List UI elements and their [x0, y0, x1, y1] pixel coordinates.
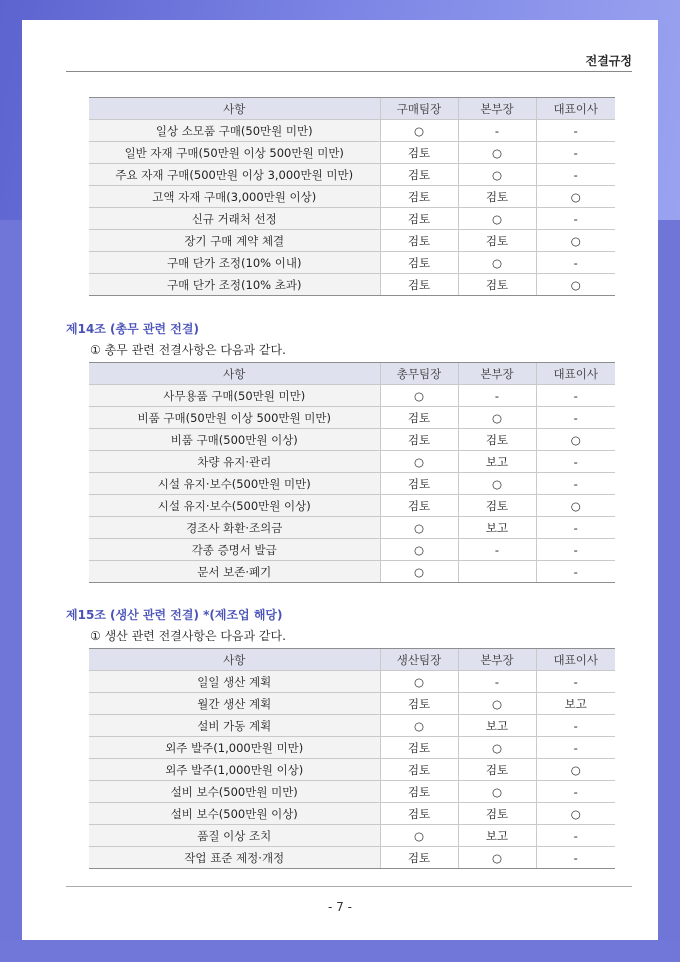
item-cell: 설비 보수(500만원 미만): [89, 781, 380, 803]
approval-cell: 검토: [380, 274, 458, 296]
column-header: 대표이사: [536, 98, 615, 120]
approval-cell: -: [536, 473, 615, 495]
item-cell: 설비 보수(500만원 이상): [89, 803, 380, 825]
approval-cell: ○: [536, 186, 615, 208]
item-cell: 주요 자재 구매(500만원 이상 3,000만원 미만): [89, 164, 380, 186]
column-header: 구매팀장: [380, 98, 458, 120]
item-cell: 일일 생산 계획: [89, 671, 380, 693]
table-row: [89, 715, 615, 737]
approval-cell: -: [458, 671, 536, 693]
table-row: [89, 274, 615, 296]
approval-cell: -: [536, 517, 615, 539]
table-row: [89, 803, 615, 825]
item-cell: 외주 발주(1,000만원 미만): [89, 737, 380, 759]
table-row: [89, 517, 615, 539]
approval-cell: ○: [458, 407, 536, 429]
approval-cell: 검토: [380, 252, 458, 274]
approval-cell: 검토: [380, 208, 458, 230]
approval-cell: 검토: [458, 759, 536, 781]
approval-cell: ○: [458, 142, 536, 164]
approval-cell: ○: [536, 274, 615, 296]
approval-cell: ○: [536, 759, 615, 781]
approval-cell: ○: [536, 495, 615, 517]
column-header: 대표이사: [536, 649, 615, 671]
approval-cell: ○: [380, 120, 458, 142]
item-cell: 경조사 화환·조의금: [89, 517, 380, 539]
table-header-row: [89, 98, 615, 120]
approval-cell: 검토: [380, 142, 458, 164]
approval-cell: ○: [380, 539, 458, 561]
approval-cell: 검토: [380, 847, 458, 869]
approval-cell: -: [536, 385, 615, 407]
column-header: 생산팀장: [380, 649, 458, 671]
approval-cell: ○: [380, 825, 458, 847]
article-14-title: 제14조 (총무 관련 전결): [66, 322, 199, 336]
table-row: [89, 186, 615, 208]
table-row: [89, 561, 615, 583]
purchase-approval-table: [89, 97, 615, 296]
approval-cell: ○: [380, 715, 458, 737]
approval-cell: 검토: [458, 186, 536, 208]
approval-cell: -: [458, 120, 536, 142]
document-page: [22, 20, 658, 940]
article-15-title: 제15조 (생산 관련 전결) *(제조업 해당): [66, 608, 283, 622]
approval-cell: -: [536, 781, 615, 803]
item-cell: 신규 거래처 선정: [89, 208, 380, 230]
item-cell: 고액 자재 구매(3,000만원 이상): [89, 186, 380, 208]
approval-cell: 검토: [458, 495, 536, 517]
approval-cell: 검토: [380, 230, 458, 252]
approval-cell: ○: [380, 671, 458, 693]
table-row: [89, 451, 615, 473]
table-row: [89, 693, 615, 715]
approval-cell: -: [536, 715, 615, 737]
table-row: [89, 230, 615, 252]
approval-cell: 검토: [380, 186, 458, 208]
approval-cell: -: [458, 385, 536, 407]
item-cell: 외주 발주(1,000만원 이상): [89, 759, 380, 781]
item-cell: 품질 이상 조치: [89, 825, 380, 847]
approval-cell: ○: [380, 385, 458, 407]
approval-cell: ○: [536, 803, 615, 825]
article-15-clause: ① 생산 관련 전결사항은 다음과 같다.: [90, 629, 286, 643]
production-approval-table: [89, 648, 615, 869]
table-row: [89, 385, 615, 407]
column-header: 본부장: [458, 98, 536, 120]
table-row: [89, 737, 615, 759]
table-row: [89, 539, 615, 561]
approval-cell: 보고: [458, 517, 536, 539]
general-affairs-approval-table: [89, 362, 615, 583]
table-row: [89, 495, 615, 517]
approval-cell: 검토: [458, 803, 536, 825]
table-row: [89, 847, 615, 869]
approval-cell: -: [458, 539, 536, 561]
approval-cell: ○: [380, 451, 458, 473]
approval-cell: 보고: [458, 825, 536, 847]
footer-divider: [66, 886, 632, 887]
approval-cell: 보고: [536, 693, 615, 715]
table-row: [89, 120, 615, 142]
approval-cell: 검토: [380, 407, 458, 429]
approval-cell: -: [536, 451, 615, 473]
column-header: 사항: [89, 363, 380, 385]
approval-cell: -: [536, 252, 615, 274]
background-bottom-stripe: [0, 940, 680, 962]
approval-cell: ○: [458, 473, 536, 495]
approval-cell: 검토: [380, 693, 458, 715]
column-header: 본부장: [458, 363, 536, 385]
approval-cell: -: [536, 737, 615, 759]
approval-cell: -: [536, 407, 615, 429]
item-cell: 사무용품 구매(50만원 미만): [89, 385, 380, 407]
item-cell: 일상 소모품 구매(50만원 미만): [89, 120, 380, 142]
approval-cell: ○: [380, 561, 458, 583]
approval-cell: 보고: [458, 715, 536, 737]
approval-cell: ○: [380, 517, 458, 539]
table-row: [89, 671, 615, 693]
approval-cell: -: [536, 142, 615, 164]
approval-cell: ○: [458, 847, 536, 869]
approval-cell: 검토: [380, 737, 458, 759]
column-header: 사항: [89, 98, 380, 120]
item-cell: 비품 구매(50만원 이상 500만원 미만): [89, 407, 380, 429]
item-cell: 장기 구매 계약 체결: [89, 230, 380, 252]
approval-cell: ○: [458, 164, 536, 186]
table-row: [89, 142, 615, 164]
table-row: [89, 252, 615, 274]
table-header-row: [89, 649, 615, 671]
approval-cell: 검토: [380, 164, 458, 186]
table-row: [89, 164, 615, 186]
item-cell: 문서 보존·폐기: [89, 561, 380, 583]
approval-cell: [458, 561, 536, 583]
approval-cell: 검토: [380, 473, 458, 495]
approval-cell: 검토: [458, 274, 536, 296]
item-cell: 월간 생산 계획: [89, 693, 380, 715]
approval-cell: ○: [458, 781, 536, 803]
item-cell: 시설 유지·보수(500만원 미만): [89, 473, 380, 495]
table-row: [89, 429, 615, 451]
item-cell: 작업 표준 제정·개정: [89, 847, 380, 869]
column-header: 사항: [89, 649, 380, 671]
item-cell: 설비 가동 계획: [89, 715, 380, 737]
approval-cell: -: [536, 847, 615, 869]
table-row: [89, 473, 615, 495]
table-row: [89, 759, 615, 781]
page-header-title: 전결규정: [585, 54, 632, 68]
approval-cell: -: [536, 671, 615, 693]
approval-cell: 검토: [458, 429, 536, 451]
table-row: [89, 407, 615, 429]
approval-cell: ○: [536, 230, 615, 252]
approval-cell: 검토: [458, 230, 536, 252]
approval-cell: 보고: [458, 451, 536, 473]
approval-cell: -: [536, 164, 615, 186]
approval-cell: -: [536, 539, 615, 561]
article-14-clause: ① 총무 관련 전결사항은 다음과 같다.: [90, 343, 286, 357]
header-divider: [66, 71, 632, 72]
table-row: [89, 781, 615, 803]
approval-cell: ○: [458, 693, 536, 715]
item-cell: 각종 증명서 발급: [89, 539, 380, 561]
item-cell: 시설 유지·보수(500만원 이상): [89, 495, 380, 517]
column-header: 본부장: [458, 649, 536, 671]
item-cell: 구매 단가 조정(10% 초과): [89, 274, 380, 296]
item-cell: 일반 자재 구매(50만원 이상 500만원 미만): [89, 142, 380, 164]
column-header: 대표이사: [536, 363, 615, 385]
item-cell: 비품 구매(500만원 이상): [89, 429, 380, 451]
approval-cell: -: [536, 208, 615, 230]
approval-cell: ○: [458, 737, 536, 759]
page-number: - 7 -: [328, 900, 352, 914]
approval-cell: 검토: [380, 759, 458, 781]
approval-cell: ○: [536, 429, 615, 451]
column-header: 총무팀장: [380, 363, 458, 385]
approval-cell: ○: [458, 252, 536, 274]
table-row: [89, 825, 615, 847]
approval-cell: -: [536, 561, 615, 583]
table-row: [89, 208, 615, 230]
approval-cell: -: [536, 120, 615, 142]
item-cell: 차량 유지·관리: [89, 451, 380, 473]
item-cell: 구매 단가 조정(10% 이내): [89, 252, 380, 274]
table-header-row: [89, 363, 615, 385]
approval-cell: ○: [458, 208, 536, 230]
approval-cell: 검토: [380, 803, 458, 825]
approval-cell: 검토: [380, 495, 458, 517]
approval-cell: 검토: [380, 781, 458, 803]
approval-cell: -: [536, 825, 615, 847]
approval-cell: 검토: [380, 429, 458, 451]
